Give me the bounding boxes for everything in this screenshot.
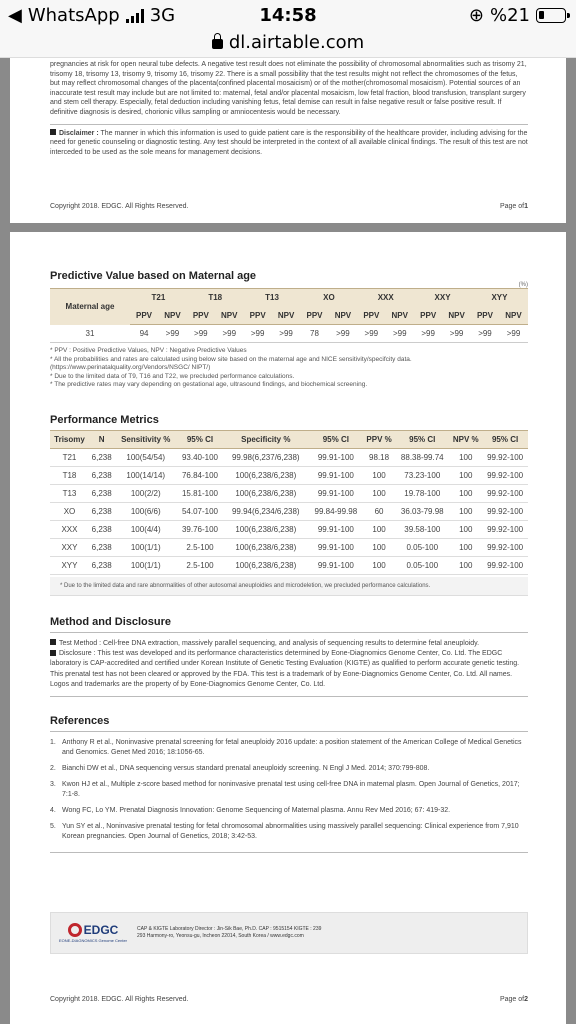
list-item	[50, 822, 528, 842]
table-cell: 39.76-100	[177, 520, 223, 538]
table-row	[50, 502, 528, 520]
back-to-app-icon[interactable]: ◀	[8, 5, 22, 26]
table-cell: 6,238	[89, 484, 114, 502]
reference-text: Wong FC, Lo YM. Prenatal Diagnosis Innovation: Genome Sequencing of Maternal plasma. Annu Rev Med 2016; 67: 419-32.	[62, 806, 451, 814]
list-item	[50, 738, 528, 758]
column-header: PPV %	[363, 430, 395, 448]
reference-number: 2.	[50, 764, 56, 772]
copyright: Copyright 2018. EDGC. All Rights Reserved.	[50, 203, 189, 210]
table-cell: 15.81-100	[177, 484, 223, 502]
table-row	[50, 325, 528, 343]
table-cell: 2.5-100	[177, 538, 223, 556]
table-cell: 99.91-100	[309, 448, 363, 466]
table-cell: 100(6,238/6,238)	[223, 484, 309, 502]
table-cell: >99	[329, 325, 358, 343]
reference-text: Yun SY et al., Noninvasive prenatal testing for fetal chromosomal abnormalities using massively parallel sequencing: Clinical experience from 7,910 Korean pregnancies. Open Journal of Genetics, 2018; 3:42-53.	[62, 822, 519, 840]
column-header: Specificity %	[223, 430, 309, 448]
group-header: T13	[244, 289, 301, 307]
table-row	[50, 484, 528, 502]
performance-table	[50, 430, 528, 575]
sub-header: NPV	[499, 307, 528, 325]
list-item	[50, 780, 528, 800]
table-row	[50, 538, 528, 556]
table-cell: >99	[499, 325, 528, 343]
table-cell: 100	[449, 502, 482, 520]
table-cell: XXY	[50, 538, 89, 556]
sub-header: PPV	[130, 307, 158, 325]
table-cell: 39.58-100	[395, 520, 449, 538]
note-line: * All the probabilities and rates are calculated using below site based on the maternal age and NICE sensitivity/specifcity data. (https://www.perinatalquality.org/Vendors/NSGC/ NIPT/)	[50, 355, 412, 372]
table-cell: 99.92-100	[482, 538, 528, 556]
table-cell: T21	[50, 448, 89, 466]
table-cell: 100(6,238/6,238)	[223, 520, 309, 538]
sub-header: PPV	[244, 307, 272, 325]
sub-header: NPV	[215, 307, 244, 325]
table-cell: T18	[50, 466, 89, 484]
table-cell: 19.78-100	[395, 484, 449, 502]
table-cell: 100(4/4)	[114, 520, 177, 538]
list-item	[50, 806, 528, 816]
table-cell: 100	[449, 466, 482, 484]
table-cell: 99.92-100	[482, 520, 528, 538]
table-cell: 100	[449, 556, 482, 574]
table-cell: 54.07-100	[177, 502, 223, 520]
table-cell: 6,238	[89, 538, 114, 556]
table-cell: T13	[50, 484, 89, 502]
table-cell: 6,238	[89, 502, 114, 520]
table-cell: 98.18	[363, 448, 395, 466]
table-cell: >99	[215, 325, 244, 343]
test-method: Test Method : Cell-free DNA extraction, massively parallel sequencing, and analysis of sequencing results to determine fetal aneuploidy.	[50, 639, 528, 649]
page-footer	[50, 203, 528, 210]
table-cell: 0.05-100	[395, 538, 449, 556]
table-cell: >99	[187, 325, 215, 343]
table-cell: 76.84-100	[177, 466, 223, 484]
table-cell: 99.91-100	[309, 556, 363, 574]
table-cell: 100(6,238/6,238)	[223, 556, 309, 574]
page-footer	[50, 996, 528, 1003]
edgc-logo: EDGC EONE-DIAGNOMICS Genome Center	[59, 923, 128, 943]
battery-percent: %21	[489, 5, 530, 26]
disclaimer-label: Disclaimer :	[59, 129, 99, 137]
disclaimer-text: The manner in which this information is used to guide patient care is the responsibility of the healthcare provider, including advising for the need for genetic counseling or diagnostic testing. Any test should be interpreted in the context of all available clinical findings. The result of this test are not interceded to be used as the sole means for management decisions.	[50, 129, 528, 156]
reference-number: 1.	[50, 738, 56, 746]
sub-header: PPV	[414, 307, 442, 325]
group-header: XYY	[471, 289, 528, 307]
table-row	[50, 556, 528, 574]
group-header: XO	[300, 289, 357, 307]
back-app-label[interactable]: WhatsApp	[27, 5, 120, 26]
group-header: T21	[130, 289, 187, 307]
table-cell: XO	[50, 502, 89, 520]
table-cell: 88.38-99.74	[395, 448, 449, 466]
edgc-logo-icon	[68, 923, 82, 937]
note-line: * PPV : Positive Predictive Values, NPV : Negative Predictive Values	[50, 347, 247, 354]
url-text[interactable]: dl.airtable.com	[228, 32, 365, 53]
table-cell: >99	[272, 325, 301, 343]
table-cell: 100	[449, 448, 482, 466]
table-cell: 6,238	[89, 466, 114, 484]
table-cell: XYY	[50, 556, 89, 574]
table-cell: 100(54/54)	[114, 448, 177, 466]
reference-text: Bianchi DW et al., DNA sequencing versus standard prenatal aneuploidy screening. N Engl J Med. 2014; 370:799-808.	[62, 764, 430, 772]
performance-footnote: * Due to the limited data and rare abnormalities of other autosomal aneuploidies and microdeletion, we precluded performance calculations.	[50, 577, 528, 596]
sub-header: NPV	[385, 307, 414, 325]
network-label: 3G	[149, 5, 176, 26]
table-cell: 0.05-100	[395, 556, 449, 574]
table-cell: 100	[449, 520, 482, 538]
rotation-lock-icon: ⊕	[468, 5, 484, 26]
reference-number: 4.	[50, 806, 56, 814]
lab-line: 293 Harmony-ro, Yeonsu-gu, Incheon 22014, South Korea / www.edgc.com	[137, 933, 304, 939]
document-page-1	[10, 58, 566, 223]
table-cell: 73.23-100	[395, 466, 449, 484]
table-cell: 99.92-100	[482, 502, 528, 520]
page-number: Page of1	[499, 203, 528, 210]
table-cell: 100(14/14)	[114, 466, 177, 484]
disclaimer	[50, 124, 528, 158]
table-row	[50, 520, 528, 538]
reference-number: 3.	[50, 780, 56, 788]
lock-icon	[212, 39, 223, 49]
table-cell: 2.5-100	[177, 556, 223, 574]
sub-header: PPV	[300, 307, 328, 325]
column-header: NPV %	[449, 430, 482, 448]
sub-header: PPV	[357, 307, 385, 325]
table-cell: XXX	[50, 520, 89, 538]
intro-paragraph: pregnancies at risk for open neural tube defects. A negative test result does not eliminate the possibility of chromosomal abnormalities such as trisomy 21, trisomy 18, trisomy 13, trisomy 9, trisomy 16, trisomy 22. There is a small possibility that the test results might not reflect the chromosomes of the fetus, but may reflect chromosomal changes of the placenta(confined placental mosaicism) or of the mother(chromosomal mosaicism). Potential sources of an inaccurate test result may include but are not limited to: maternal, fetal and/or placental mosaicism, low fetal fraction, blood transfusion, transplant surgery and stem cell therapy. Especially, fetal deduction including vanishing fetus, fetal demise can result in false negative result or false positive result. If definitive diagnosis is desired, chorionic villus sampling or amniocentesis would be necessary.	[50, 61, 527, 116]
table-cell: 100(1/1)	[114, 556, 177, 574]
table-cell: 100(6,238/6,238)	[223, 466, 309, 484]
page-number: Page of2	[499, 996, 528, 1003]
table-cell: 78	[300, 325, 328, 343]
method-box	[50, 632, 528, 697]
clock: 14:58	[259, 5, 317, 26]
bullet-square-icon	[50, 639, 56, 645]
table-row	[50, 466, 528, 484]
column-header: 95% CI	[177, 430, 223, 448]
references-title: References	[50, 714, 110, 727]
status-bar	[0, 0, 576, 32]
address-bar[interactable]	[0, 32, 576, 58]
table-cell: 100	[449, 484, 482, 502]
table-cell: 99.91-100	[309, 484, 363, 502]
battery-icon	[536, 8, 566, 23]
maternal-age-header: Maternal age	[50, 289, 130, 325]
table-cell: 99.94(6,234/6,238)	[223, 502, 309, 520]
table-cell: >99	[442, 325, 471, 343]
table-cell: >99	[385, 325, 414, 343]
table-cell: 36.03-79.98	[395, 502, 449, 520]
table-cell: 100	[363, 556, 395, 574]
column-header: N	[89, 430, 114, 448]
copyright: Copyright 2018. EDGC. All Rights Reserved.	[50, 996, 189, 1003]
table-cell: 99.84-99.98	[309, 502, 363, 520]
sub-header: NPV	[272, 307, 301, 325]
status-right	[469, 5, 566, 26]
sub-header: NPV	[158, 307, 187, 325]
table-cell: 100	[363, 466, 395, 484]
references-list	[50, 731, 528, 853]
table-cell: 99.91-100	[309, 520, 363, 538]
column-header: 95% CI	[395, 430, 449, 448]
method-title: Method and Disclosure	[50, 615, 172, 628]
list-item	[50, 764, 528, 774]
lab-details	[137, 926, 321, 940]
table-cell: 99.91-100	[309, 538, 363, 556]
note-line: * The predictive rates may vary depending on gestational age, ultrasound findings, and biochemical screening.	[50, 381, 368, 389]
table-cell: 99.92-100	[482, 556, 528, 574]
table-cell: 99.92-100	[482, 466, 528, 484]
sub-header: PPV	[187, 307, 215, 325]
bullet-square-icon	[50, 129, 56, 135]
table-cell: 100	[449, 538, 482, 556]
predictive-table	[50, 288, 528, 343]
table-cell: 93.40-100	[177, 448, 223, 466]
group-header: XXY	[414, 289, 471, 307]
table-cell: >99	[357, 325, 385, 343]
table-cell: 100	[363, 484, 395, 502]
reference-text: Anthony R et al., Noninvasive prenatal screening for fetal aneuploidy 2016 update: a position statement of the American College of Medical Genetics and Genomics. Genet Med 2016; 18:1056-65.	[62, 738, 522, 756]
sub-header: NPV	[329, 307, 358, 325]
table-cell: 99.91-100	[309, 466, 363, 484]
document-page-2	[10, 232, 566, 1024]
group-header: T18	[187, 289, 244, 307]
table-cell: >99	[244, 325, 272, 343]
predictive-notes	[50, 347, 528, 390]
predictive-unit: (%)	[518, 282, 528, 288]
bullet-square-icon	[50, 650, 56, 656]
table-cell: >99	[471, 325, 499, 343]
lab-line: CAP & KIGTE Laboratory Director : Jin-Sik Bae, Ph.D. CAP : 9515154 KIGTE : 239	[137, 926, 322, 932]
column-header: 95% CI	[309, 430, 363, 448]
table-cell: 6,238	[89, 520, 114, 538]
table-cell: 99.92-100	[482, 484, 528, 502]
reference-text: Kwon HJ et al., Multiple z-score based method for noninvasive prenatal test using cell-free DNA in maternal plasm. Open Journal of Genetics, 2017; 7:1-8.	[62, 780, 520, 798]
table-cell: 100(6,238/6,238)	[223, 538, 309, 556]
sub-header: NPV	[442, 307, 471, 325]
disclosure: Disclosure : This test was developed and its performance characteristics determined by Eone-Diagnomics Genome Center, Co. Ltd. The EDGC laboratory is CAP-accredited and certified under Korean Institute of Genetic Testing Evaluation (KIGTE) as qualified to perform accurate genetic testing. This prenatal test has not been cleared or approved by the FDA. This test is a trademark of by Eone-Diagnomics Genome Center, Co. Ltd. All names. Logos and trademarks are the property of by Eone-Diagnomics Genome Center, Co. Ltd.	[50, 650, 520, 688]
table-cell: 99.98(6,237/6,238)	[223, 448, 309, 466]
sub-header: PPV	[471, 307, 499, 325]
table-cell: 99.92-100	[482, 448, 528, 466]
lab-info-box	[50, 912, 528, 954]
table-cell: >99	[414, 325, 442, 343]
table-cell: 60	[363, 502, 395, 520]
column-header: Trisomy	[50, 430, 89, 448]
table-cell: 6,238	[89, 556, 114, 574]
table-cell: 100	[363, 538, 395, 556]
group-header: XXX	[357, 289, 414, 307]
note-line: * Due to the limited data of T9, T16 and T22, we precluded performance calculations.	[50, 372, 295, 380]
reference-number: 5.	[50, 822, 56, 830]
column-header: 95% CI	[482, 430, 528, 448]
table-row	[50, 448, 528, 466]
table-cell: >99	[158, 325, 187, 343]
table-cell: 100	[363, 520, 395, 538]
table-cell: 6,238	[89, 448, 114, 466]
predictive-title: Predictive Value based on Maternal age	[50, 270, 257, 282]
table-cell: 94	[130, 325, 158, 343]
performance-title: Performance Metrics	[50, 413, 159, 426]
table-cell: 100(6/6)	[114, 502, 177, 520]
column-header: Sensitivity %	[114, 430, 177, 448]
table-cell: 31	[50, 325, 130, 343]
table-cell: 100(2/2)	[114, 484, 177, 502]
table-cell: 100(1/1)	[114, 538, 177, 556]
